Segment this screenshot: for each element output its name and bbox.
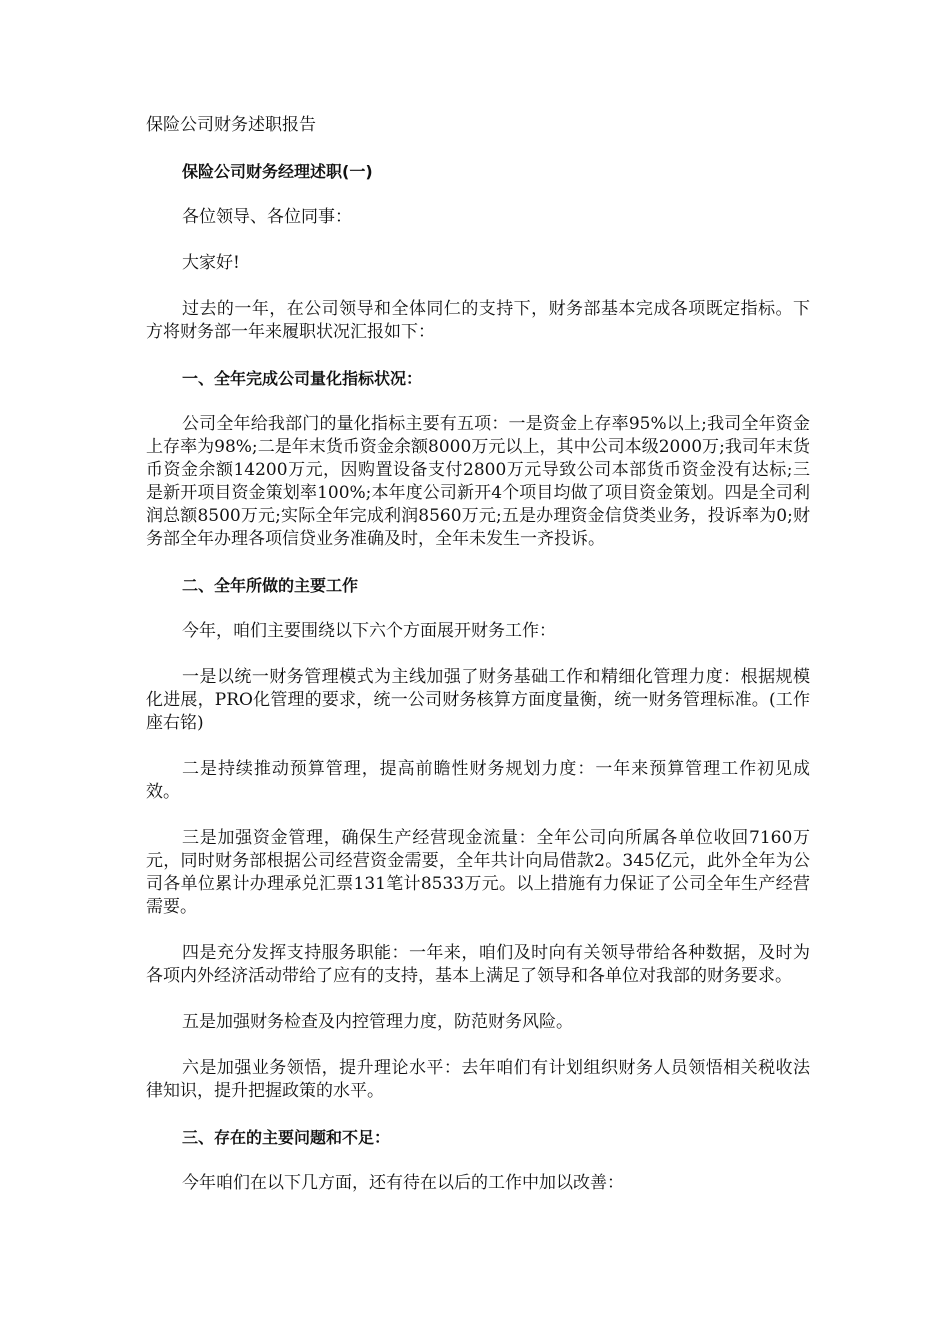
salutation: 各位领导、各位同事： bbox=[182, 207, 352, 227]
section2-intro: 今年，咱们主要围绕以下六个方面展开财务工作： bbox=[182, 621, 556, 641]
document-title: 保险公司财务述职报告 bbox=[146, 115, 316, 135]
intro-paragraph: 过去的一年，在公司领导和全体同仁的支持下，财务部基本完成各项既定指标。下方将财务部一年来履职状况汇报如下： bbox=[146, 299, 810, 342]
section2-heading: 二、全年所做的主要工作 bbox=[182, 576, 359, 595]
section3-heading: 三、存在的主要问题和不足： bbox=[182, 1128, 391, 1147]
section1-body: 公司全年给我部门的量化指标主要有五项：一是资金上存率95%以上;我司全年资金上存率为98%;二是年末货币资金余额8000万元以上，其中公司本级2000万;我司年末货币资金余额14200万元，因购置设备支付2800万元导致公司本部货币资金没有达标;三是新开项目资金策划率100%;本年度公司新开4个项目均做了项目资金策划。四是全司利润总额8500万元;实际全年完成利润8560万元;五是办理资金信贷类业务，投诉率为0;财务部全年办理各项信贷业务准确及时，全年未发生一齐投诉。 bbox=[146, 414, 810, 549]
greeting: 大家好! bbox=[182, 253, 240, 273]
section3-intro: 今年咱们在以下几方面，还有待在以后的工作中加以改善： bbox=[182, 1173, 624, 1193]
work-item-3: 三是加强资金管理，确保生产经营现金流量：全年公司向所属各单位收回7160万元，同时财务部根据公司经营资金需要，全年共计向局借款2。345亿元，此外全年为公司各单位累计办理承兑汇票131笔计8533万元。以上措施有力保证了公司全年生产经营需要。 bbox=[146, 828, 810, 917]
work-item-6: 六是加强业务领悟，提升理论水平：去年咱们有计划组织财务人员领悟相关税收法律知识，提升把握政策的水平。 bbox=[146, 1058, 810, 1101]
document-page bbox=[146, 114, 810, 1218]
work-item-2: 二是持续推动预算管理，提高前瞻性财务规划力度：一年来预算管理工作初见成效。 bbox=[146, 759, 810, 802]
work-item-4: 四是充分发挥支持服务职能：一年来，咱们及时向有关领导带给各种数据，及时为各项内外经济活动带给了应有的支持，基本上满足了领导和各单位对我部的财务要求。 bbox=[146, 943, 810, 986]
work-item-5: 五是加强财务检查及内控管理力度，防范财务风险。 bbox=[182, 1012, 573, 1032]
document-subtitle: 保险公司财务经理述职(一) bbox=[182, 162, 373, 181]
section1-heading: 一、全年完成公司量化指标状况： bbox=[182, 369, 423, 388]
work-item-1: 一是以统一财务管理模式为主线加强了财务基础工作和精细化管理力度：根据规模化进展，PRO化管理的要求，统一公司财务核算方面度量衡，统一财务管理标准。(工作座右铭) bbox=[146, 667, 810, 733]
